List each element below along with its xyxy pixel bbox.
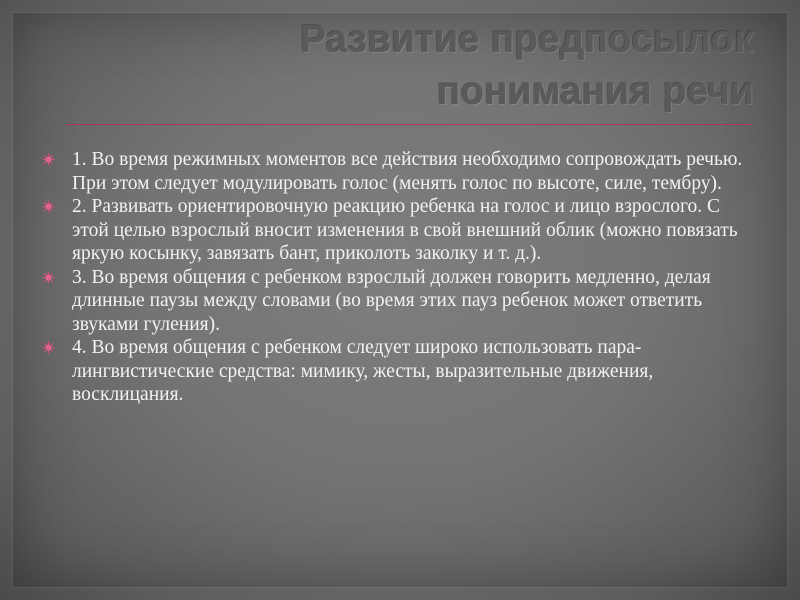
sun-bullet-icon: [42, 271, 55, 284]
bullet-item-4: [40, 336, 760, 407]
sun-bullet-icon: [42, 341, 55, 354]
title-divider: [66, 124, 752, 125]
slide-title: [114, 14, 754, 118]
bullet-text-1: 1. Во время режимных моментов все действия необходимо сопровождать речью. При этом следует модулировать голос (менять голос по высоте, силе, тембру).: [72, 149, 743, 194]
bullet-item-1: [40, 148, 760, 195]
title-line-2: понимания речи: [436, 70, 754, 113]
bullet-text-3: 3. Во время общения с ребенком взрослый должен говорить медленно, делая длинные паузы между словами (во время этих пауз ребенок может ответить звуками гуления).: [72, 266, 711, 335]
bullet-item-2: [40, 195, 760, 266]
title-line-1: Развитие предпосылок: [300, 18, 754, 61]
sun-bullet-icon: [42, 153, 55, 166]
bullet-item-3: [40, 266, 760, 337]
bullet-list: [40, 148, 760, 407]
sun-bullet-icon: [42, 200, 55, 213]
bullet-text-4: 4. Во время общения с ребенком следует широко использовать пара-лингвистические средства: мимику, жесты, выразительные движения, восклицания.: [72, 337, 654, 405]
bullet-text-2: 2. Развивать ориентировочную реакцию ребенка на голос и лицо взрослого. С этой целью взрослый вносит изменения в свой внешний облик (можно повязать яркую косынку, завязать бант, приколоть заколку и т. д.).: [72, 196, 738, 264]
